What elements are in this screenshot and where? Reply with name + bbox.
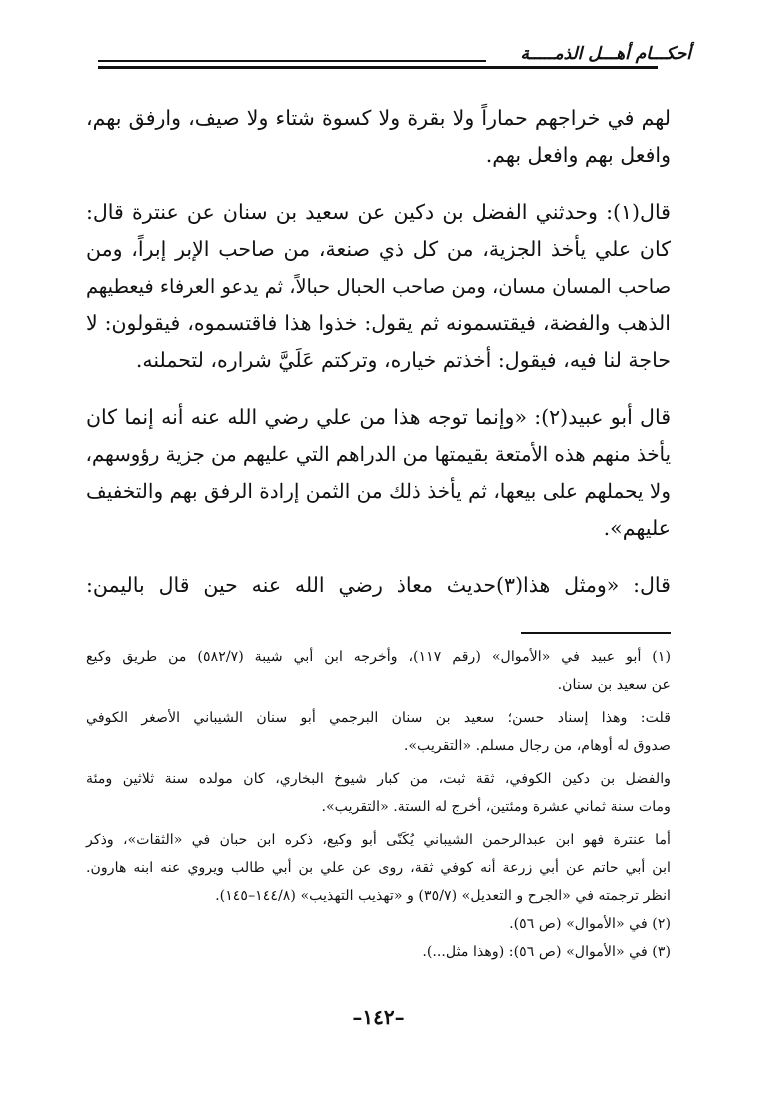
text-line: قال: «ومثل هذا(٣)حديث معاذ رضي الله عنه حين قال باليمن: xyxy=(86,573,671,597)
header-rule-thick xyxy=(98,66,658,69)
footnote-line: صدوق له أوهام، من رجال مسلم. «التقريب». xyxy=(403,738,671,754)
footnote-line: (٢) في «الأموال» (ص ٥٦). xyxy=(509,916,671,932)
paragraph xyxy=(86,100,671,174)
footnote-line: (١) أبو عبيد في «الأموال» (رقم ١١٧)، وأخرجه ابن أبي شيبة (٥٨٢/٧) من طريق وكيع xyxy=(86,649,671,665)
footnote xyxy=(86,704,671,760)
footnote-line: عن سعيد بن سنان. xyxy=(557,677,671,693)
footnote-separator xyxy=(521,632,671,634)
footnote xyxy=(86,882,671,910)
footnote xyxy=(86,910,671,938)
text-line: عليهم». xyxy=(603,516,671,540)
page-number: –١٤٢– xyxy=(352,1005,405,1029)
footnotes xyxy=(86,643,671,966)
footnote-line: أما عنترة فهو ابن عبدالرحمن الشيباني يُكَنّى أبو وكيع، ذكره ابن حبان في «الثقات»، وذكر xyxy=(86,832,671,848)
text-line: حاجة لنا فيه، فيقول: أخذتم خياره، وتركتم عَلَيَّ شراره، لتحملنه. xyxy=(135,348,671,372)
footnote-line: (٣) في «الأموال» (ص ٥٦): (وهذا مثل...). xyxy=(422,944,671,960)
text-line: صاحب المسان مسان، ومن صاحب الحبال حبالاً، ثم يدعو العرفاء فيعطيهم xyxy=(86,275,671,298)
text-line: وافعل بهم وافعل بهم. xyxy=(485,143,671,167)
text-line: لهم في خراجهم حماراً ولا بقرة ولا كسوة شتاء ولا صيف، وارفق بهم، xyxy=(86,106,671,130)
paragraph xyxy=(86,399,671,547)
footnote xyxy=(86,765,671,821)
footnote-line: قلت: وهذا إسناد حسن؛ سعيد بن سنان البرجمي أبو سنان الشيباني الأصغر الكوفي xyxy=(86,710,671,726)
footnote xyxy=(86,938,671,966)
footnote xyxy=(86,643,671,699)
header-rule-thin xyxy=(98,60,486,62)
running-header: أحكـــام أهـــل الذمـــــة xyxy=(520,44,691,64)
text-line: الذهب والفضة، فيقتسمونه ثم يقول: خذوا هذا فاقتسموه، فيقولون: لا xyxy=(86,311,671,335)
main-text xyxy=(86,100,671,604)
text-line: كان علي يأخذ الجزية، من كل ذي صنعة، من صاحب الإبر إبراً، ومن xyxy=(86,237,671,261)
footnote xyxy=(86,826,671,882)
text-line: قال(١): وحدثني الفضل بن دكين عن سعيد بن سنان عن عنترة قال: xyxy=(86,200,671,224)
paragraph xyxy=(86,194,671,379)
footnote-line: ابن أبي حاتم عن أبي زرعة أنه كوفي ثقة، روى عن علي بن أبي طالب ويروي عنه ابنه هارون. xyxy=(86,860,671,876)
text-line: ولا يحملهم على بيعها، ثم يأخذ ذلك من الثمن إرادة الرفق بهم والتخفيف xyxy=(86,479,671,503)
footnote-line: ومات سنة ثماني عشرة ومئتين، أخرج له الستة. «التقريب». xyxy=(321,799,671,815)
text-line: يأخذ منهم هذه الأمتعة بقيمتها من الدراهم التي عليهم من جزية رؤوسهم، xyxy=(85,443,671,466)
footnote-line: انظر ترجمته في «الجرح و التعديل» (٣٥/٧) و «تهذيب التهذيب» (١٤٤/٨–١٤٥). xyxy=(215,888,671,904)
paragraph xyxy=(86,567,671,604)
text-line: قال أبو عبيد(٢): «وإنما توجه هذا من علي رضي الله عنه أنه إنما كان xyxy=(86,405,671,429)
footnote-line: والفضل بن دكين الكوفي، ثقة ثبت، من كبار شيوخ البخاري، كان مولده سنة ثلاثين ومئة xyxy=(86,771,671,787)
